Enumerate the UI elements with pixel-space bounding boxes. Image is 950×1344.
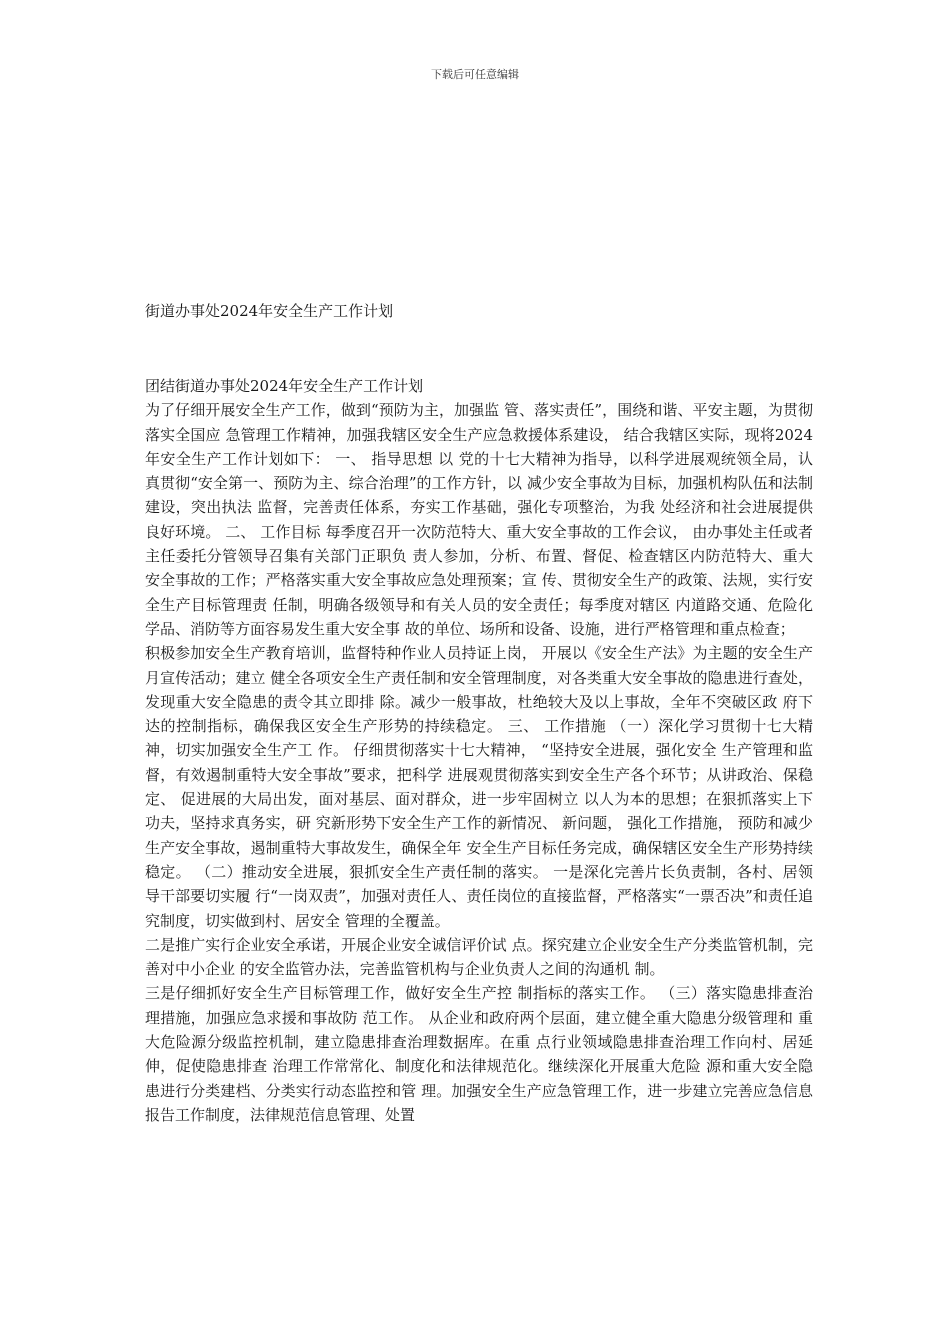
document-body — [145, 374, 813, 1127]
paragraph-measures: 积极参加安全生产教育培训，监督特种作业人员持证上岗， 开展以《安全生产法》为主题的安全生产月宣传活动；建立 健全各项安全生产责任制和安全管理制度，对各类重大安全事故的隐患进行查处，发现重大安全隐患的责令其立即排 除。减少一般事故，杜绝较大及以上事故，全年不突破区政 府下达的控制指标，确保我区安全生产形势的持续稳定。 三、 工作措施 （一）深化学习贯彻十七大精神，切实加强安全生产工 作。 仔细贯彻落实十七大精神， “坚持安全进展，强化安全 生产管理和监督，有效遏制重特大安全事故”要求，把科学 进展观贯彻落实到安全生产各个环节；从讲政治、保稳定、 促进展的大局出发，面对基层、面对群众，进一步牢固树立 以人为本的思想；在狠抓落实上下功夫，坚持求真务实，研 究新形势下安全生产工作的新情况、 新问题， 强化工作措施， 预防和减少生产安全事故，遏制重特大事故发生，确保全年 安全生产目标任务完成，确保辖区安全生产形势持续稳定。 （二）推动安全进展，狠抓安全生产责任制的落实。 一是深化完善片长负责制，各村、居领导干部要切实履 行“一岗双责”，加强对责任人、责任岗位的直接监督，严格落实“一票否决”和责任追究制度，切实做到村、居安全 管理的全覆盖。 — [145, 644, 813, 930]
paragraph-enterprise: 二是推广实行企业安全承诺，开展企业安全诚信评价试 点。探究建立企业安全生产分类监管机制，完善对中小企业 的安全监管办法，完善监管机构与企业负责人之间的沟通机 制。 — [145, 935, 813, 979]
document-title: 街道办事处2024年安全生产工作计划 — [145, 302, 394, 320]
header-note: 下载后可任意编辑 — [431, 68, 519, 81]
paragraph-intro: 为了仔细开展安全生产工作，做到“预防为主，加强监 管、落实责任”，围绕和谐、平安主题，为贯彻落实全国应 急管理工作精神，加强我辖区安全生产应急救援体系建设， 结合我辖区实际，现将2024年安全生产工作计划如下： 一、 指导思想 以 党的十七大精神为指导，以科学进展观统领全局，认 真贯彻“安全第一、预防为主、综合治理”的工作方针，以 减少安全事故为目标，加强机构队伍和法制建设，突出执法 监督，完善责任体系，夯实工作基础，强化专项整治，为我 处经济和社会进展提供良好环境。 二、 工作目标 每季度召开一次防范特大、重大安全事故的工作会议， 由办事处主任或者主任委托分管领导召集有关部门正职负 责人参加，分析、布置、督促、检查辖区内防范特大、重大 安全事故的工作；严格落实重大安全事故应急处理预案；宣 传、贯彻安全生产的政策、法规，实行安全生产目标管理责 任制，明确各级领导和有关人员的安全责任；每季度对辖区 内道路交通、危险化学品、消防等方面容易发生重大安全事 故的单位、场所和设备、设施，进行严格管理和重点检查； — [145, 401, 813, 638]
paragraph-targets: 三是仔细抓好安全生产目标管理工作，做好安全生产控 制指标的落实工作。 （三）落实隐患排查治理措施，加强应急求援和事故防 范工作。 从企业和政府两个层面，建立健全重大隐患分级管理和 重大危险源分级监控机制，建立隐患排查治理数据库。在重 点行业领域隐患排查治理工作向村、居延伸，促使隐患排查 治理工作常常化、制度化和法律规范化。继续深化开展重大危险 源和重大安全隐患进行分类建档、分类实行动态监控和管 理。加强安全生产应急管理工作，进一步建立完善应急信息 报告工作制度，法律规范信息管理、处置 — [145, 984, 813, 1124]
paragraph-subtitle: 团结街道办事处2024年安全生产工作计划 — [145, 377, 424, 395]
